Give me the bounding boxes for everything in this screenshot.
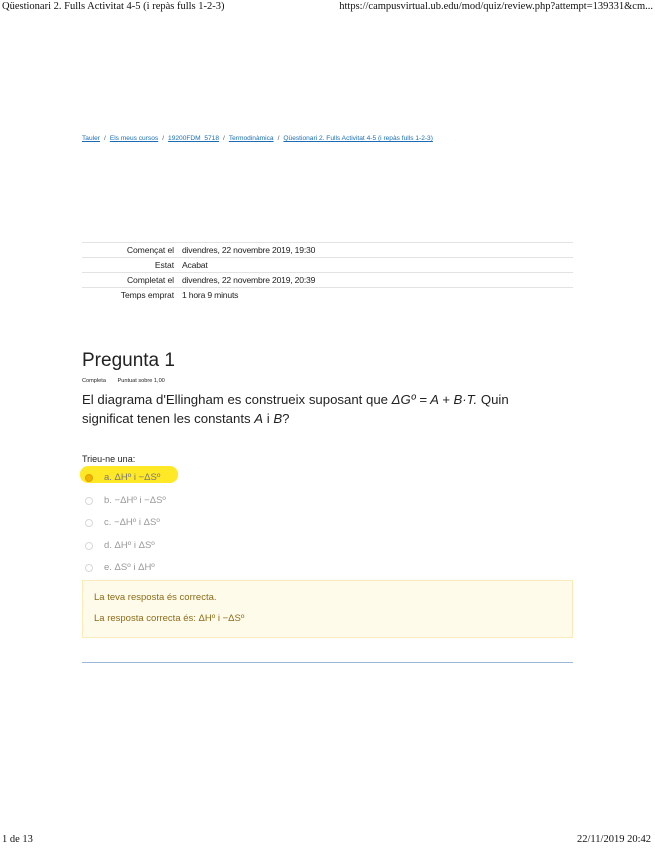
summary-label: Estat (154, 260, 174, 270)
question-const-a: A (254, 411, 264, 426)
question-formula: ΔGº = A + B·T. (391, 392, 478, 407)
answer-prompt: Trieu-ne una: (82, 454, 136, 464)
summary-value: divendres, 22 novembre 2019, 19:30 (182, 245, 316, 255)
question-text-part: El diagrama d'Ellingham es construeix suposant que (82, 392, 392, 407)
answer-option-a[interactable] (82, 468, 382, 491)
summary-value: 1 hora 9 minuts (182, 290, 239, 300)
breadcrumb-item-tauler[interactable]: Tauler (82, 135, 100, 142)
radio-button[interactable] (85, 564, 93, 572)
print-footer (0, 834, 655, 848)
summary-row (82, 258, 573, 273)
answer-option-e[interactable] (82, 558, 382, 581)
breadcrumb-item-termodinamica[interactable]: Termodinàmica (228, 135, 274, 142)
question-text-part: i (263, 411, 274, 426)
feedback-box (82, 580, 573, 638)
question-text (82, 390, 552, 428)
summary-value: Acabat (182, 260, 208, 270)
print-page-url: https://campusvirtual.ub.edu/mod/quiz/review.php?attempt=139331&cm... (339, 1, 653, 12)
feedback-correct: La teva resposta és correcta. (94, 592, 217, 603)
answer-label: b. −ΔHº i −ΔSº (104, 494, 166, 506)
summary-label: Començat el (126, 245, 174, 255)
print-page-title: Qüestionari 2. Fulls Activitat 4-5 (i repàs fulls 1-2-3) (2, 1, 225, 12)
question-title: Pregunta 1 (82, 350, 175, 371)
question-const-b: B (273, 411, 283, 426)
question-text-part: ? (282, 411, 290, 426)
answer-option-b[interactable] (82, 491, 382, 514)
answer-label: c. −ΔHº i ΔSº (104, 517, 160, 528)
question-status: Completa (82, 378, 106, 384)
radio-button[interactable] (85, 519, 93, 527)
print-datetime: 22/11/2019 20:42 (577, 834, 651, 845)
answer-label: a. ΔHº i −ΔSº (104, 472, 161, 483)
radio-button[interactable] (85, 497, 93, 505)
summary-row (82, 273, 573, 288)
breadcrumb-item-questionari[interactable]: Qüestionari 2. Fulls Activitat 4-5 (i repàs fulls 1-2-3) (283, 135, 433, 142)
answer-option-d[interactable] (82, 536, 382, 559)
answer-label: d. ΔHº i ΔSº (104, 539, 155, 551)
breadcrumb-item-els-meus-cursos[interactable]: Els meus cursos (109, 135, 159, 142)
answer-label: e. ΔSº i ΔHº (104, 562, 155, 573)
answer-list (82, 468, 382, 581)
question-score: Puntuat sobre 1,00 (117, 378, 165, 384)
attempt-summary-table (82, 242, 573, 303)
print-header (0, 0, 655, 14)
section-divider (82, 662, 573, 663)
summary-label: Completat el (126, 275, 174, 285)
answer-option-c[interactable] (82, 513, 382, 536)
radio-button[interactable] (85, 542, 93, 550)
radio-button[interactable] (85, 474, 93, 482)
feedback-right-answer: La resposta correcta és: ΔHº i −ΔSº (94, 613, 245, 624)
breadcrumb-item-course-code[interactable]: 19200FDM_5718 (168, 135, 219, 142)
breadcrumb: Tauler / Els meus cursos / 19200FDM_5718 / Termodinàmica / Qüestionari 2. Fulls Activitat 4-5 (i repàs fulls 1-2-3) (82, 135, 433, 142)
summary-value: divendres, 22 novembre 2019, 20:39 (182, 275, 316, 285)
summary-row (82, 288, 573, 303)
page-number: 1 de 13 (2, 834, 33, 845)
question-state (82, 378, 165, 384)
question-text-part: Quin significat tenen les constants (82, 392, 509, 426)
summary-row (82, 243, 573, 258)
summary-label: Temps emprat (120, 290, 174, 300)
